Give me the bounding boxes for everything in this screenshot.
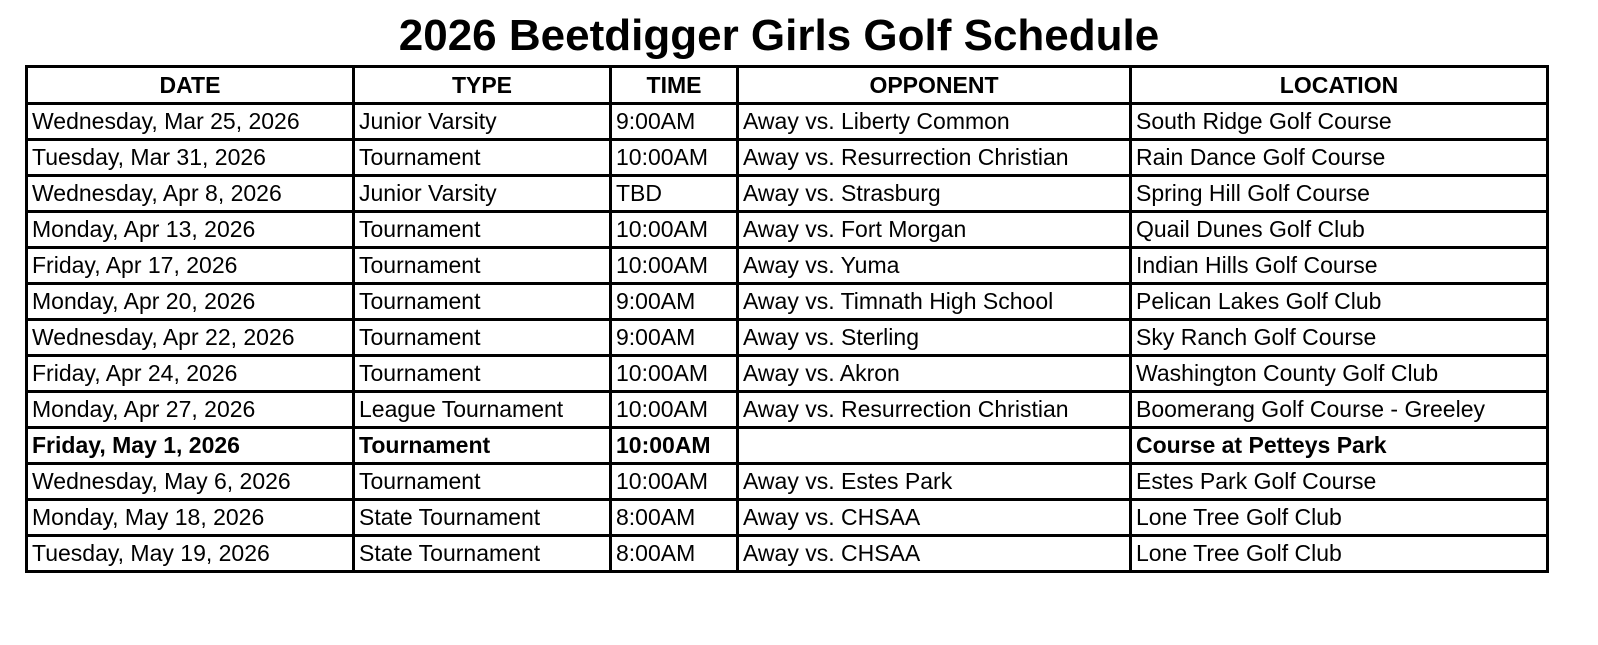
table-row <box>27 428 1548 464</box>
cell-location: Lone Tree Golf Club <box>1131 536 1548 572</box>
cell-date: Wednesday, Apr 22, 2026 <box>27 320 354 356</box>
table-row <box>27 392 1548 428</box>
cell-opponent: Away vs. CHSAA <box>738 500 1131 536</box>
cell-location: South Ridge Golf Course <box>1131 104 1548 140</box>
table-row <box>27 176 1548 212</box>
cell-opponent: Away vs. CHSAA <box>738 536 1131 572</box>
schedule-table <box>25 65 1549 573</box>
cell-time: 9:00AM <box>611 104 738 140</box>
header-date: DATE <box>27 67 354 104</box>
cell-time: 10:00AM <box>611 464 738 500</box>
cell-location: Boomerang Golf Course - Greeley <box>1131 392 1548 428</box>
table-row <box>27 284 1548 320</box>
cell-type: Tournament <box>354 140 611 176</box>
cell-time: 10:00AM <box>611 428 738 464</box>
table-row <box>27 356 1548 392</box>
table-row <box>27 248 1548 284</box>
cell-opponent: Away vs. Timnath High School <box>738 284 1131 320</box>
cell-type: State Tournament <box>354 500 611 536</box>
cell-time: 10:00AM <box>611 392 738 428</box>
cell-time: 9:00AM <box>611 284 738 320</box>
header-time: TIME <box>611 67 738 104</box>
cell-location: Spring Hill Golf Course <box>1131 176 1548 212</box>
page-title: 2026 Beetdigger Girls Golf Schedule <box>398 11 1160 60</box>
cell-date: Wednesday, May 6, 2026 <box>27 464 354 500</box>
cell-type: Tournament <box>354 428 611 464</box>
cell-date: Friday, May 1, 2026 <box>27 428 354 464</box>
cell-date: Tuesday, Mar 31, 2026 <box>27 140 354 176</box>
cell-time: 10:00AM <box>611 140 738 176</box>
cell-location: Sky Ranch Golf Course <box>1131 320 1548 356</box>
cell-type: Tournament <box>354 248 611 284</box>
cell-date: Wednesday, Apr 8, 2026 <box>27 176 354 212</box>
cell-location: Course at Petteys Park <box>1131 428 1548 464</box>
cell-time: 10:00AM <box>611 212 738 248</box>
cell-opponent: Away vs. Resurrection Christian <box>738 392 1131 428</box>
cell-time: 8:00AM <box>611 500 738 536</box>
cell-opponent <box>738 428 1131 464</box>
header-type: TYPE <box>354 67 611 104</box>
header-opponent: OPPONENT <box>738 67 1131 104</box>
header-location: LOCATION <box>1131 67 1548 104</box>
cell-opponent: Away vs. Akron <box>738 356 1131 392</box>
cell-opponent: Away vs. Yuma <box>738 248 1131 284</box>
cell-opponent: Away vs. Resurrection Christian <box>738 140 1131 176</box>
table-row <box>27 140 1548 176</box>
cell-date: Monday, May 18, 2026 <box>27 500 354 536</box>
cell-time: 9:00AM <box>611 320 738 356</box>
cell-type: Tournament <box>354 212 611 248</box>
cell-location: Estes Park Golf Course <box>1131 464 1548 500</box>
cell-time: 10:00AM <box>611 248 738 284</box>
cell-type: Tournament <box>354 356 611 392</box>
table-row <box>27 104 1548 140</box>
table-row <box>27 212 1548 248</box>
cell-location: Washington County Golf Club <box>1131 356 1548 392</box>
cell-opponent: Away vs. Fort Morgan <box>738 212 1131 248</box>
cell-date: Friday, Apr 24, 2026 <box>27 356 354 392</box>
cell-location: Indian Hills Golf Course <box>1131 248 1548 284</box>
cell-type: State Tournament <box>354 536 611 572</box>
cell-type: Tournament <box>354 464 611 500</box>
header-row <box>27 67 1548 104</box>
cell-type: Junior Varsity <box>354 104 611 140</box>
table-row <box>27 536 1548 572</box>
cell-type: Junior Varsity <box>354 176 611 212</box>
cell-time: 10:00AM <box>611 356 738 392</box>
cell-location: Pelican Lakes Golf Club <box>1131 284 1548 320</box>
cell-date: Wednesday, Mar 25, 2026 <box>27 104 354 140</box>
table-row <box>27 500 1548 536</box>
cell-opponent: Away vs. Estes Park <box>738 464 1131 500</box>
cell-date: Tuesday, May 19, 2026 <box>27 536 354 572</box>
cell-location: Rain Dance Golf Course <box>1131 140 1548 176</box>
cell-location: Lone Tree Golf Club <box>1131 500 1548 536</box>
cell-type: Tournament <box>354 320 611 356</box>
cell-opponent: Away vs. Strasburg <box>738 176 1131 212</box>
cell-type: League Tournament <box>354 392 611 428</box>
cell-type: Tournament <box>354 284 611 320</box>
cell-location: Quail Dunes Golf Club <box>1131 212 1548 248</box>
cell-date: Friday, Apr 17, 2026 <box>27 248 354 284</box>
cell-opponent: Away vs. Sterling <box>738 320 1131 356</box>
cell-time: 8:00AM <box>611 536 738 572</box>
cell-date: Monday, Apr 13, 2026 <box>27 212 354 248</box>
cell-date: Monday, Apr 20, 2026 <box>27 284 354 320</box>
cell-time: TBD <box>611 176 738 212</box>
table-row <box>27 464 1548 500</box>
cell-date: Monday, Apr 27, 2026 <box>27 392 354 428</box>
table-row <box>27 320 1548 356</box>
cell-opponent: Away vs. Liberty Common <box>738 104 1131 140</box>
